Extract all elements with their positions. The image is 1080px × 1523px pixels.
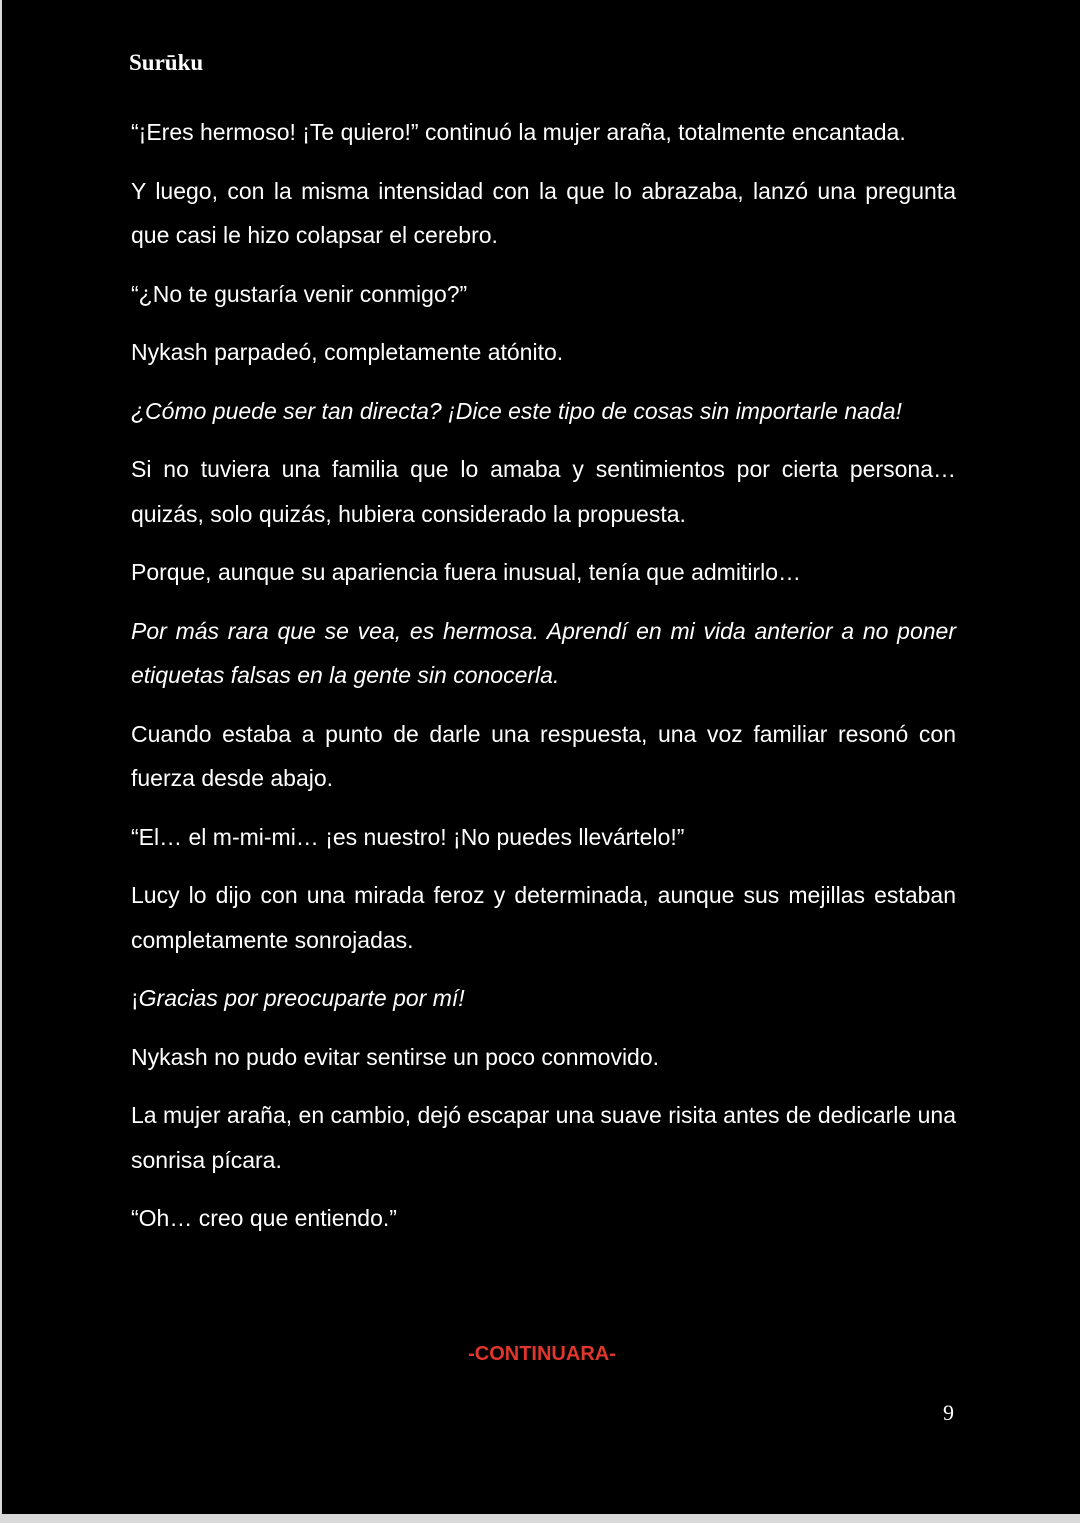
document-page — [2, 0, 1080, 1514]
paragraph: “El… el m-mi-mi… ¡es nuestro! ¡No puedes llevártelo!” — [131, 823, 685, 850]
paragraph: Porque, aunque su apariencia fuera inusual, tenía que admitirlo… — [131, 559, 801, 585]
paragraph: “Oh… creo que entiendo.” — [131, 1205, 397, 1231]
paragraph: Si no tuviera una familia que lo amaba y sentimientos por cierta persona… quizás, solo quizás, hubiera considerado la propuesta. — [131, 456, 956, 527]
paragraph: La mujer araña, en cambio, dejó escapar una suave risita antes de dedicarle una sonrisa pícara. — [131, 1102, 956, 1173]
thought-text: Gracias por preocuparte por mí! — [138, 985, 465, 1011]
italic-thought-paragraph: ¿Cómo puede ser tan directa? ¡Dice este tipo de cosas sin importarle nada! — [131, 397, 902, 424]
running-header-title: Surūku — [129, 50, 204, 75]
italic-thought-paragraph — [131, 976, 956, 1021]
paragraph: Nykash no pudo evitar sentirse un poco conmovido. — [131, 1043, 660, 1070]
italic-thought-paragraph: Por más rara que se vea, es hermosa. Aprendí en mi vida anterior a no poner etiquetas falsas en la gente sin conocerla. — [131, 617, 956, 688]
paragraph: Lucy lo dijo con una mirada feroz y determinada, aunque sus mejillas estaban completamente sonrojadas. — [131, 882, 956, 953]
body-text — [131, 110, 956, 1255]
page-number: 9 — [943, 1400, 954, 1425]
paragraph: Nykash parpadeó, completamente atónito. — [131, 339, 564, 365]
paragraph: “¿No te gustaría venir conmigo?” — [131, 280, 468, 307]
paragraph: “¡Eres hermoso! ¡Te quiero!” continuó la mujer araña, totalmente encantada. — [131, 119, 906, 145]
to-be-continued-label: -CONTINUARA- — [468, 1343, 616, 1365]
inverted-exclamation: ¡ — [131, 985, 139, 1011]
paragraph: Cuando estaba a punto de darle una respuesta, una voz familiar resonó con fuerza desde abajo. — [131, 720, 956, 791]
paragraph: Y luego, con la misma intensidad con la que lo abrazaba, lanzó una pregunta que casi le hizo colapsar el cerebro. — [131, 177, 956, 248]
